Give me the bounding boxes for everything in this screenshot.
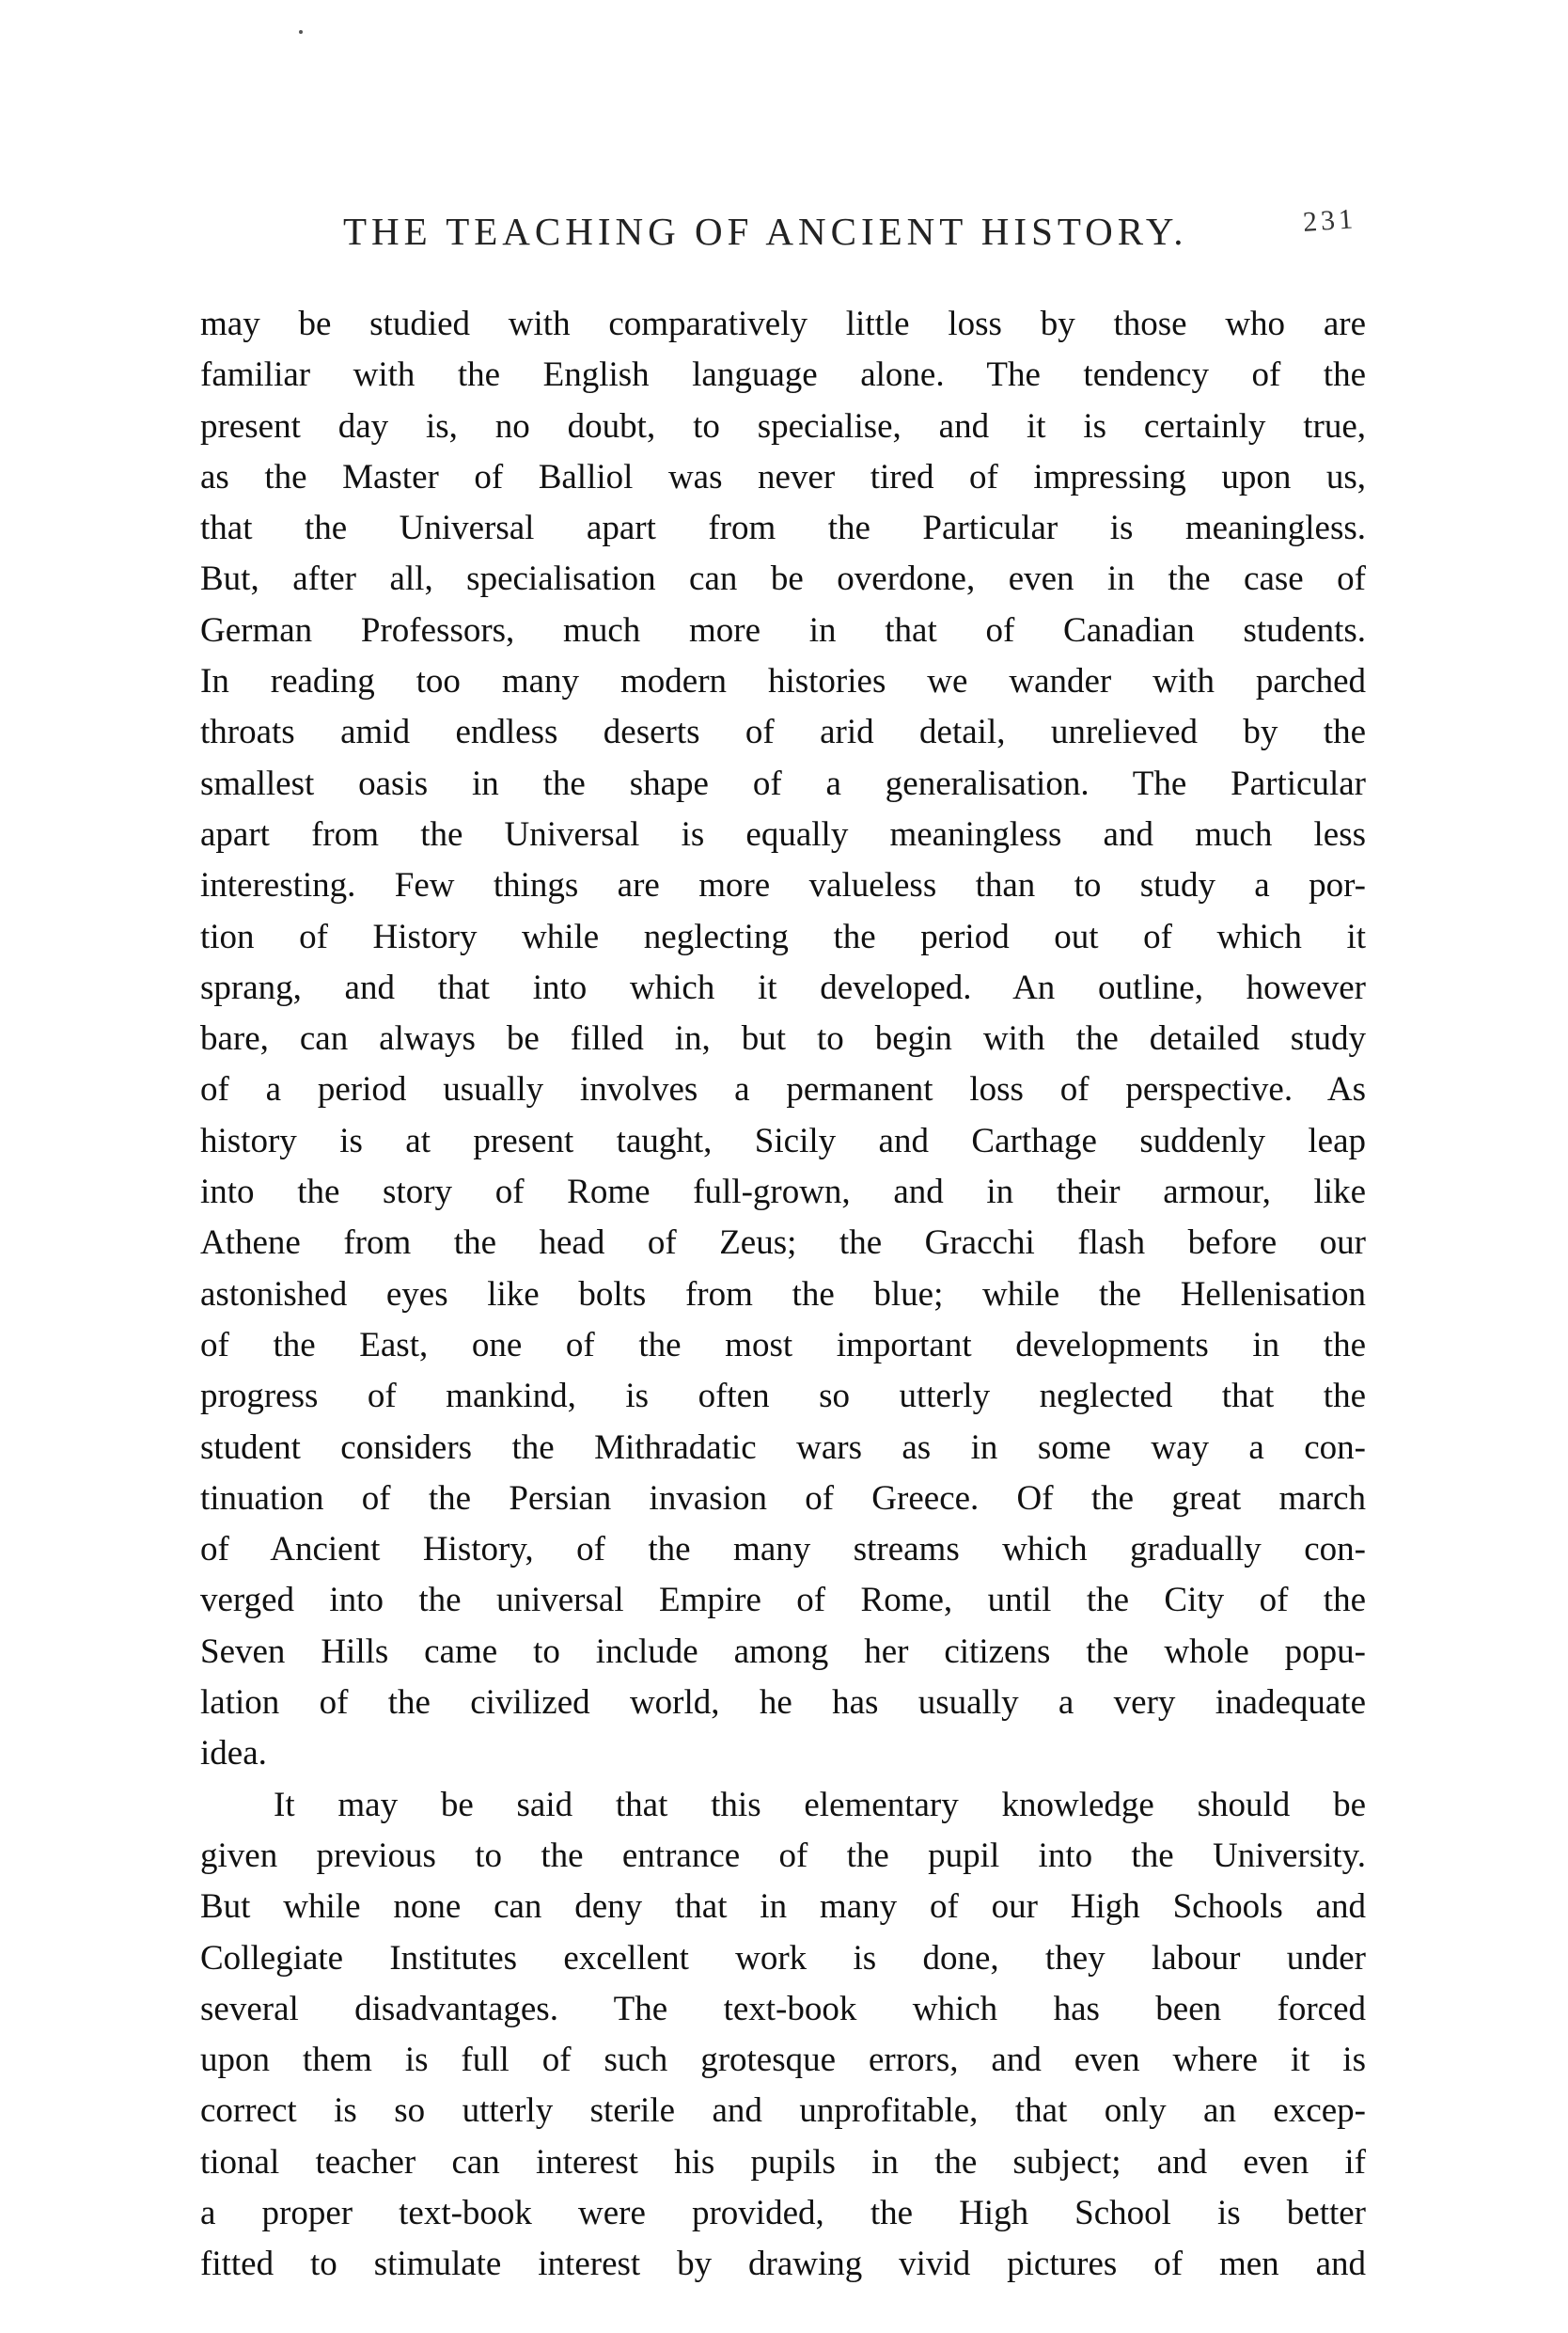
running-head: THE TEACHING OF ANCIENT HISTORY. bbox=[343, 210, 1188, 253]
text-line: present day is, no doubt, to specialise, and it is certainly true, bbox=[200, 406, 1366, 446]
text-line: interesting. Few things are more valueless than to study a por- bbox=[200, 866, 1366, 906]
text-line: student considers the Mithradatic wars as in some way a con- bbox=[200, 1427, 1366, 1467]
text-line: may be studied with comparatively little loss by those who are bbox=[200, 305, 1366, 343]
text-line: sprang, and that into which it developed. An outline, however bbox=[200, 968, 1366, 1007]
text-line: verged into the universal Empire of Rome, until the City of the bbox=[200, 1581, 1366, 1620]
text-line: upon them is full of such grotesque errors, and even where it is bbox=[200, 2041, 1366, 2080]
text-line: throats amid endless deserts of arid detail, unrelieved by the bbox=[200, 713, 1366, 752]
text-line: of Ancient History, of the many streams which gradually con- bbox=[200, 1530, 1366, 1569]
text-line: of a period usually involves a permanent loss of perspective. As bbox=[200, 1070, 1366, 1110]
text-line: of the East, one of the most important developments in the bbox=[200, 1325, 1366, 1364]
text-line: tinuation of the Persian invasion of Greece. Of the great march bbox=[200, 1478, 1366, 1518]
text-line: lation of the civilized world, he has usually a very inadequate bbox=[200, 1683, 1366, 1723]
page-number: 231 bbox=[1301, 203, 1358, 238]
text-line: But while none can deny that in many of our High Schools and bbox=[200, 1887, 1366, 1927]
text-line: progress of mankind, is often so utterly neglected that the bbox=[200, 1377, 1366, 1416]
text-line: Seven Hills came to include among her citizens the whole popu- bbox=[200, 1632, 1366, 1671]
text-line: that the Universal apart from the Particular is meaningless. bbox=[200, 509, 1366, 548]
text-line: fitted to stimulate interest by drawing vivid pictures of men and bbox=[200, 2245, 1366, 2284]
print-speck bbox=[299, 30, 303, 34]
paragraph-2 bbox=[200, 1780, 1366, 2291]
text-line: familiar with the English language alone. The tendency of the bbox=[200, 355, 1366, 395]
text-line: In reading too many modern histories we wander with parched bbox=[200, 662, 1366, 701]
text-line: German Professors, much more in that of Canadian students. bbox=[200, 610, 1366, 650]
text-line: apart from the Universal is equally meaningless and much less bbox=[200, 814, 1366, 854]
text-line: astonished eyes like bolts from the blue; while the Hellenisation bbox=[200, 1274, 1366, 1314]
text-line: a proper text-book were provided, the High School is better bbox=[200, 2193, 1366, 2232]
text-line: correct is so utterly sterile and unprofitable, that only an excep- bbox=[200, 2091, 1366, 2131]
text-line: tion of History while neglecting the period out of which it bbox=[200, 917, 1366, 956]
text-line: idea. bbox=[200, 1734, 267, 1773]
paragraph-1 bbox=[200, 299, 1366, 1780]
text-line: tional teacher can interest his pupils in the subject; and even if bbox=[200, 2142, 1366, 2182]
text-line: But, after all, specialisation can be overdone, even in the case of bbox=[200, 560, 1366, 599]
text-line: It may be said that this elementary knowledge should be bbox=[274, 1785, 1366, 1824]
text-line: smallest oasis in the shape of a generalisation. The Particular bbox=[200, 764, 1366, 803]
text-line: bare, can always be filled in, but to begin with the detailed study bbox=[200, 1019, 1366, 1059]
text-line: into the story of Rome full-grown, and in their armour, like bbox=[200, 1173, 1366, 1212]
text-line: history is at present taught, Sicily and Carthage suddenly leap bbox=[200, 1121, 1366, 1160]
text-line: Collegiate Institutes excellent work is done, they labour under bbox=[200, 1938, 1366, 1978]
body-text bbox=[200, 299, 1366, 2291]
text-line: Athene from the head of Zeus; the Gracchi flash before our bbox=[200, 1223, 1366, 1263]
text-line: given previous to the entrance of the pupil into the University. bbox=[200, 1836, 1366, 1875]
text-line: as the Master of Balliol was never tired of impressing upon us, bbox=[200, 457, 1366, 497]
text-line: several disadvantages. The text-book which has been forced bbox=[200, 1989, 1366, 2028]
